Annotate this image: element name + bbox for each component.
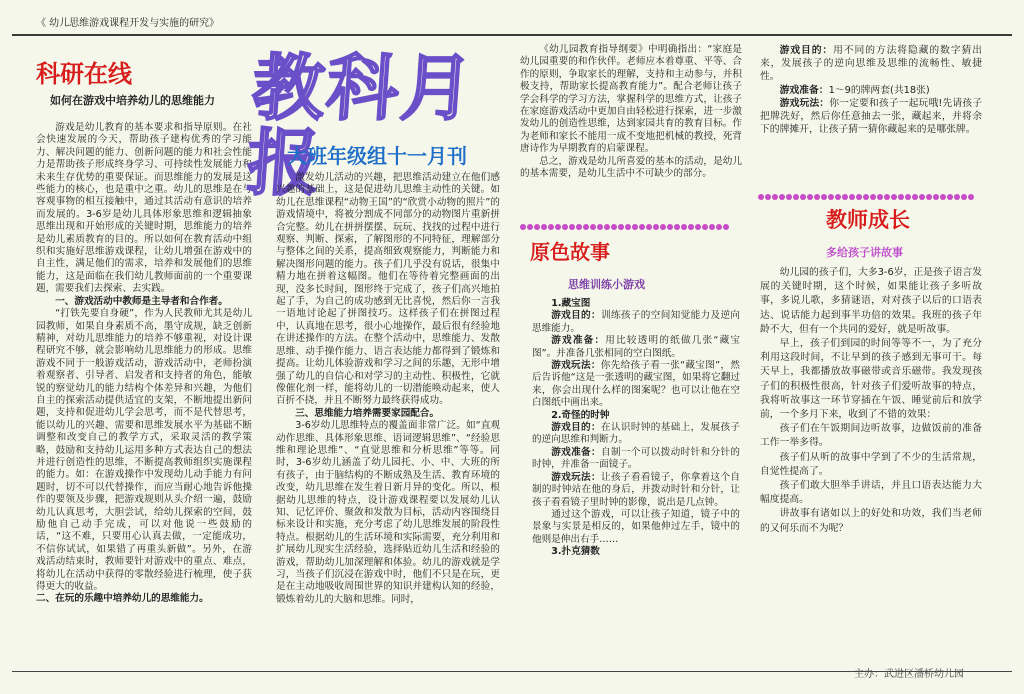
paragraph: 幼儿园的孩子们，大多3-6岁，正是孩子语言发展的关键时期，这个时候，如果能让孩子多听故事，多说儿歌，多猜谜语，对对孩子以后的口语表达、说话能力起到事半功倍的效果。我班的孩子年龄不大，但有一个共同的爱好，就是听故事。 [760,267,982,335]
paragraph: 3-6岁幼儿思维特点的覆盖面非常广泛。如“直观动作思维、具体形象思维、语词逻辑思维”、“经验思维和理论思维”、“直觉思维和分析思维”等等。同时，3-6岁幼儿涵盖了幼儿园托、小、中、大班的所有孩子，由于脑结构的不断成熟及生活、教育环境的改变，幼儿思维在发生着日新月异的变化。所以，根据幼儿思维的特点，设计游戏课程要以发展幼儿认知、记忆评价、聚敛和发散为目标，活动内容围绕目标来设计和实施，充分考虑了幼儿思维发展的阶段性特点。根据幼儿的生活环境和实际需要，充分利用和扩展幼儿现实生活经验，选择贴近幼儿生活和经验的游戏，帮助幼儿加深理解和体验。幼儿的游戏就是学习，当孩子们沉浸在游戏中时，他们不只是在玩，更是在主动地吸收周围世界的知识并建构认知的经验，锻炼着幼儿的大脑和思维。同时， [276,420,500,605]
game-play: 游戏玩法：让孩子看看镜子，你拿着这个自制的时钟站在他的身后，并拨动时针和分针，让孩子看看镜子里时钟的影像，说出是几点钟。 [532,471,741,508]
game-name: 3.扑克猜数 [551,546,600,558]
column-1 [36,122,252,606]
heading: 二、在玩的乐趣中培养幼儿的思维能力。 [36,593,209,605]
paragraph: 《幼儿园教育指导纲要》中明确指出：“家庭是幼儿园重要的和作伙伴。老师应本着尊重、平等、合作的原则，争取家长的理解，支持和主动参与，并积极支持，帮助家长提高教育能力”。配合老师让孩子学会科学的学习方法，掌握科学的思维方式，让孩子在家庭游戏活动中更加自由轻松进行探索，进一步激发幼儿的创造性思维，达到家园共育的教育目标。作为老师和家长不能用一成不变地把机械的教授，死背唐诗作为早期教育的启蒙课程。 [520,44,742,155]
paragraph: 孩子们敢大胆举手讲话，并且口语表达能力大幅度提高。 [760,480,982,506]
game-goal: 游戏目的：训练孩子的空间知觉能力及逆向思维能力。 [532,310,741,334]
section-title-story: 原色故事 [530,240,610,264]
column-4 [760,266,982,536]
masthead-title: 教科月报 [244,45,478,205]
paragraph: 总之，游戏是幼儿所喜爱的基本的活动，是幼儿的基本需要，是幼儿生活中不可缺少的部分。 [520,155,742,180]
game-play: 游戏玩法：你先给孩子看一张“藏宝图”，然后告诉他“这是一张透明的藏宝图，如果将它翻过来，你会出现什么样的图案呢？也可以让他在空白图纸中画出来。 [532,360,740,409]
heading: 一、游戏活动中教师是主导者和合作者。 [55,295,228,307]
teacher-subtitle: 多给孩子讲故事 [826,246,903,259]
heading: 三、思维能力培养需要家园配合。 [295,407,440,419]
section-title-research: 科研在线 [36,60,132,88]
running-title: 《 幼儿思维游戏课程开发与实施的研究》 [36,18,220,29]
column-3-top [520,44,742,180]
column-2 [276,172,500,606]
issue-title: 大班年级组十一月刊 [287,144,467,168]
paragraph: 通过这个游戏，可以让孩子知道，镜子中的景象与实景是相反的，如果他伸过左手，镜中的他则是伸出右手…… [532,508,740,545]
game-prep: 游戏准备：用比较透明的纸做几张“藏宝图”。并准备几张相同的空白图纸。 [532,335,740,359]
game-prep: 游戏准备：自制一个可以拨动时针和分针的时钟，并准备一面镜子。 [532,446,741,471]
game-name: 1.藏宝图 [551,298,591,309]
article-title: 如何在游戏中培养幼儿的思维能力 [50,94,215,107]
game-subtitle: 思维训练小游戏 [568,278,645,291]
decorative-divider [758,185,975,191]
game-prep: 游戏准备：1～9的牌两套(共18张) [779,84,930,96]
game-goal: 游戏目的：用不同的方法将隐藏的数字猜出来，发展孩子的逆向思维及思维的流畅性、敏捷性。 [760,45,983,83]
paragraph: “打铁先要自身硬”，作为人民教师尤其是幼儿园教师，如果自身素质不高，墨守成规，缺乏创新精神，对幼儿思维能力的培养不够重视，对设计课程研究不够，就会影响幼儿思维能力的形成。思维游戏不同于一般游戏活动，游戏活动中，老师扮演着观察者、引导者、启发者和支持者的角色，能敏锐的察觉幼儿的能力结构个体差异和兴趣，为他们自主的探索活动提供适宜的支架，不断地提出新问题，支持和促进幼儿学会思考，而不是代替思考，能以幼儿的兴趣、需要和思维发展水平为基础不断调整和改变自己的教学方式，采取灵活的教学策略，鼓励和支持幼儿运用多种方式表达自己的想法并进行创造性的思维，不断提高教师组织实施课程的能力。如：在游戏操作中发现幼儿动手能力有问题时，切不可以代替操作，而应当耐心地告诉他操作的要领及步骤，把游戏规则从头介绍一遍，鼓励幼儿认真思考，大胆尝试，给幼儿探索的空间，鼓励他自己动手完成，可以对他说一些鼓励的话，“这不难，只要用心认真去做，一定能成功，不信你试试，如果错了再重头新做”。另外，在游戏活动结束时，教师要针对游戏中的重点、难点，将幼儿在活动中获得的零散经验进行梳理，使子获得更大的收益。 [36,308,252,593]
header-bar [12,14,1012,36]
paragraph: 激发幼儿活动的兴趣，把思维活动建立在他们感兴趣的基础上，这是促进幼儿思维主动性的关键。如幼儿在思维课程“动物王国”的“欣赏小动物的照片”的游戏情境中，将被分割成不同部分的动物图片重新拼合完整。幼儿在拼拼摆摆、玩玩、找找的过程中进行观察、判断、探索，了解图形的不同特征，理解部分与整体之间的关系，提高细致观察能力，判断能力和解决图形问题的能力。孩子们几乎没有说话，很集中精力地在拼着这幅图。他们在等待着完整画面的出现，没多长时间，图形终于完成了，孩子们高兴地拍起了手，为自己的成功感到无比喜悦，然后你一言我一语地讨论起了拼图技巧。这样孩子们在拼图过程中，认真地在思考，很小心地操作，最后很有经验地在讲述操作的方法。在整个活动中，思维能力、发散思维、动手操作能力、语言表达能力都得到了锻炼和提高。让幼儿体验游戏和学习之间的乐趣，无形中增强了幼儿的自信心和对学习的主动性、积极性，它就像催化剂一样，能将幼儿的一切潜能唤动起来，使人百折不挠，并且不断努力最终获得成功。 [276,172,500,407]
section-title-teacher: 教师成长 [826,208,910,232]
game-name: 2.奇怪的时钟 [551,409,610,421]
column-4-top [760,44,982,136]
paragraph: 孩子们从听的故事中学到了不少的生活常规，自觉性提高了。 [760,451,982,477]
game-goal: 游戏目的：在认识时钟的基础上，发展孩子的逆向思维和判断力。 [532,422,741,446]
paragraph: 游戏是幼儿教育的基本要求和指导原则。在社会快速发展的今天，帮助孩子建构优秀的学习能力、解决问题的能力、创新问题的能力和社会性能力是帮助孩子形成终身学习、可持续性发展能力和未来生存优势的重要保证。而思维能力的发展是这些能力的核心，也是重中之重。幼儿的思维是在与容观事物的相互接触中，通过其活动有意识的培养而发展的。3-6岁是幼儿具体形象思维和逻辑抽象思维出现和开始形成的关键时期，思维能力的培养是幼儿素质教育的目的。所以如何在教育活动中组织和实施好思维游戏课程，让幼儿增强在游戏中的自主性，满足他们的需求，培养和发展他们的思维能力，这是面临在我们幼儿教师面前的一个重要课题，需要我们去探索、去实践。 [36,122,252,295]
paragraph: 早上，孩子们到园的时间等等不一，为了充分利用这段时间，不让早到的孩子感到无事可干。每天早上，我都播放故事磁带或音乐磁带。我发现孩子们的积极性很高，针对孩子们爱听故事的特点，我将听故事这一环节穿插在午饭、睡觉前后和放学前，一个多月下来，收到了不错的效果： [760,338,982,421]
decorative-divider [520,215,730,221]
game-play: 游戏玩法：你一定要和孩子一起玩哦!先请孩子把牌洗好，然后你任意抽去一张，藏起来，并将余下的牌摊开，让孩子猜一猜你藏起来的是哪张牌。 [760,97,982,136]
paragraph: 讲故事有诸如以上的好处和功效，我们当老师的又何乐而不为呢？ [760,508,982,534]
sponsor-text: 主办：武进区潘桥幼儿园 [854,669,964,680]
column-3-games [532,298,740,559]
paragraph: 孩子们在午饭期间边听故事，边做饭前的准备工作一举多得。 [760,423,982,449]
